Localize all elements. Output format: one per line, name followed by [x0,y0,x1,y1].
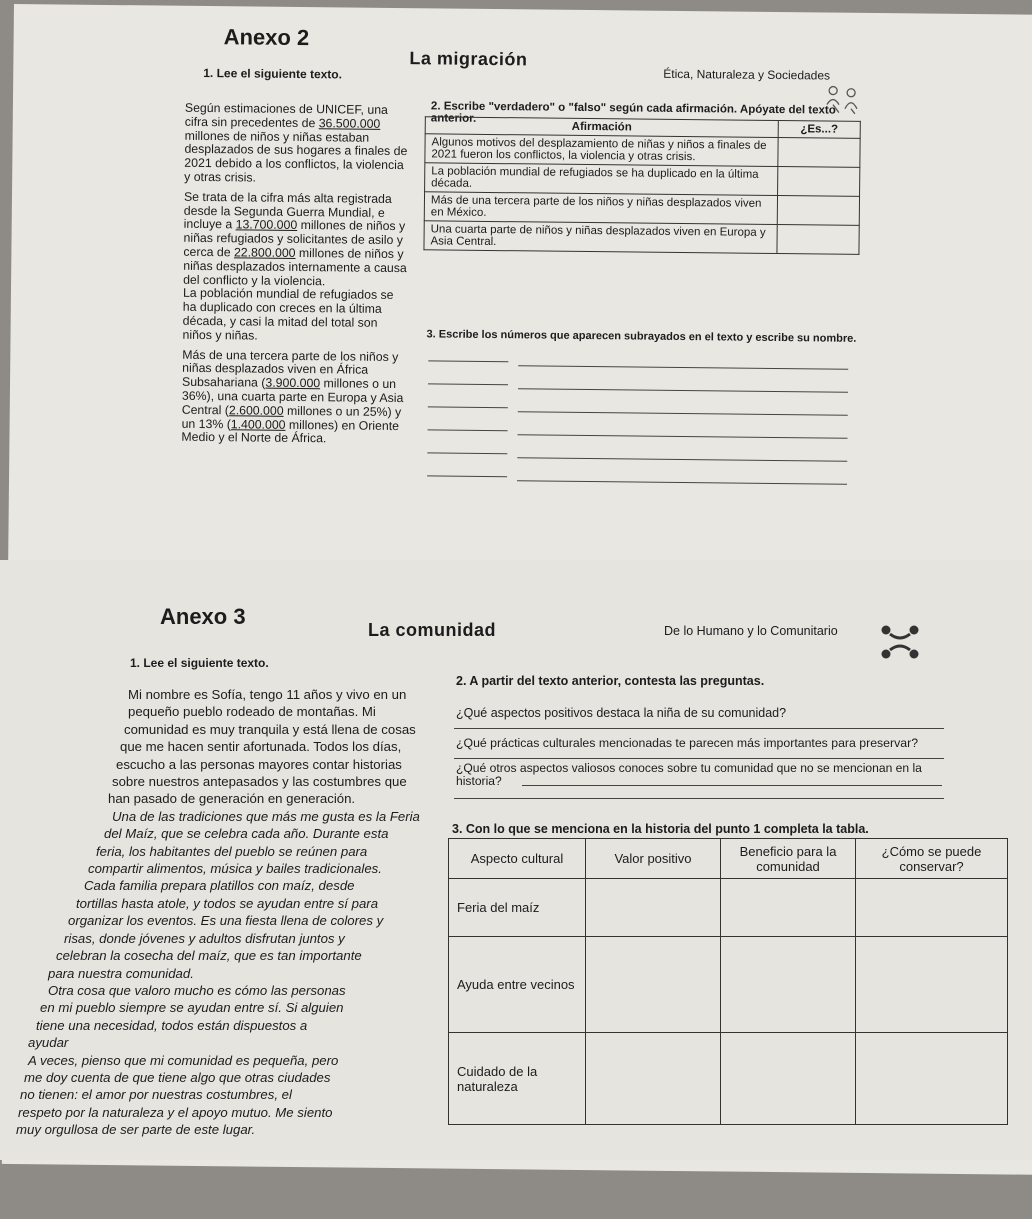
table-row [424,192,859,226]
annex2-q3-instruction: 3. Escribe los números que aparecen subrayados en el texto y escribe su nombre. [426,328,857,345]
culture-header: Aspecto cultural [449,839,586,879]
table-row [424,221,859,255]
text-line: y otras crisis. [184,169,257,185]
text-line: niñas refugiados y solicitantes de asilo y [183,230,404,248]
answer-line[interactable] [518,388,848,392]
annex3-topic: La comunidad [368,620,497,640]
annex2-subject: Ética, Naturaleza y Sociedades [663,66,831,83]
text-line: cerca de 22.800.000 millones de niños y [183,244,404,262]
underlined-number: 13.700.000 [235,217,298,233]
underlined-number: 22.800.000 [233,245,296,260]
text-line: 2021 debido a los conflictos, la violencia [184,155,404,173]
story-line: me doy cuenta de que tiene algo que otras ciudades [24,1069,331,1085]
text-line: cifra sin precedentes de 36.500.000 [184,114,381,131]
tf-statement: La población mundial de refugiados se ha duplicado en la última década. [425,163,778,196]
answer-line[interactable] [454,798,944,799]
culture-cell[interactable] [586,937,721,1033]
tf-answer-cell[interactable] [778,167,860,197]
story-line: han pasado de generación en generación. [108,791,356,807]
story-line: ayudar [28,1035,69,1051]
text-line: millones de niños y niñas estaban [184,128,370,145]
story-line: feria, los habitantes del pueblo se reúnen para [96,843,368,859]
annex2-text [181,102,425,448]
story-line: compartir alimentos, música y bailes tradicionales. [88,861,382,877]
text-line: ha duplicado con creces en la última [182,299,382,317]
underlined-number: 2.600.000 [228,403,284,418]
culture-cell[interactable] [721,879,856,937]
annex3-label: Anexo 3 [160,604,246,629]
annex3-subject: De lo Humano y lo Comunitario [664,624,838,638]
text-line: incluye a 13.700.000 millones de niños y [183,217,406,234]
tf-header-statement: Afirmación [425,117,778,138]
tf-statement: Más de una tercera parte de los niños y niñas desplazados viven en México. [424,192,777,225]
tf-header-answer: ¿Es...? [778,121,860,139]
answer-line[interactable] [518,365,848,369]
text-line: niñas desplazados internamente a causa [183,258,407,275]
culture-cell[interactable] [856,1033,1008,1125]
story-line: del Maíz, que se celebra cada año. Durante esta [104,826,389,842]
text-line: década, y casi la mitad del total son [182,313,378,330]
table-row [449,937,1008,1033]
text-line: Se trata de la cifra más alta registrada [183,189,392,206]
number-answer-lines [427,360,508,477]
story-line: comunidad es muy tranquila y está llena de cosas [124,721,416,737]
culture-cell[interactable] [856,937,1008,1033]
story-line: A veces, pienso que mi comunidad es pequeña, pero [28,1052,339,1068]
story-line: para nuestra comunidad. [48,965,194,981]
text-line: 36%), una cuarta parte en Europa y Asia [181,388,404,406]
story-line: que me hacen sentir afortunada. Todos los días, [120,739,402,755]
table-row [425,163,860,197]
answer-line[interactable] [428,360,508,362]
culture-header: ¿Cómo se puede conservar? [856,839,1008,879]
name-answer-lines [517,365,848,484]
story-line: tiene una necesidad, todos están dispuestos a [36,1017,308,1033]
underlined-number: 1.400.000 [230,416,286,432]
story-line: pequeño pueblo rodeado de montañas. Mi [128,704,376,720]
annex2-topic: La migración [409,48,528,70]
question-2: ¿Qué prácticas culturales mencionadas te parecen más importantes para preservar? [456,736,919,750]
answer-line[interactable] [427,475,507,477]
culture-header: Valor positivo [586,839,721,879]
table-row [425,134,860,168]
answer-line[interactable] [428,383,508,385]
story-line: tortillas hasta atole, y todos se ayudan entre sí para [76,895,379,911]
culture-cell[interactable] [586,1033,721,1125]
annex2-q2-instruction: 2. Escribe "verdadero" o "falso" según cada afirmación. Apóyate del texto anterior. [430,100,836,125]
annex3-q2-instruction: 2. A partir del texto anterior, contesta las preguntas. [456,674,765,688]
annex3-story [16,686,436,1139]
true-false-table [423,116,860,255]
answer-line[interactable] [517,480,847,484]
annex2-label: Anexo 2 [223,24,310,51]
text-line: desde la Segunda Guerra Mundial, e [183,203,385,220]
question-3: ¿Qué otros aspectos valiosos conoces sobre tu comunidad que no se mencionan en la historia? [456,761,922,788]
worksheet-page-lower [0,560,1032,1160]
story-line: en mi pueblo siempre se ayudan entre sí. Si alguien [40,1000,344,1016]
text-line: un 13% (1.400.000 millones) en Oriente [181,416,400,433]
culture-table [448,838,1008,1125]
text-line: Subsahariana (3.900.000 millones o un [181,374,397,392]
underlined-number: 36.500.000 [318,115,381,131]
tf-statement: Algunos motivos del desplazamiento de niñas y niños a finales de 2021 fueron los conflictos, la violencia y otras crisis. [425,134,778,167]
story-line: Otra cosa que valoro mucho es cómo las personas [48,982,346,998]
culture-cell[interactable] [856,879,1008,937]
answer-line[interactable] [454,758,944,759]
text-line: Según estimaciones de UNICEF, una [184,100,389,117]
text-line: Central (2.600.000 millones o un 25%) y [181,402,402,419]
culture-aspect: Cuidado de la naturaleza [449,1033,586,1125]
text-line: La población mundial de refugiados se [182,286,394,303]
underlined-number: 3.900.000 [265,375,321,391]
tf-statement: Una cuarta parte de niños y niñas desplazados viven en Europa y Asia Central. [424,221,777,254]
text-line: niñas desplazados viven en África [182,361,369,378]
answer-line[interactable] [454,728,944,729]
story-line: escucho a las personas mayores contar historias [116,756,402,772]
culture-aspect: Feria del maíz [449,879,586,937]
answer-line[interactable] [428,429,508,431]
culture-cell[interactable] [586,879,721,937]
text-line: Más de una tercera parte de los niños y [182,347,399,364]
tf-answer-cell[interactable] [777,196,859,226]
story-line: Mi nombre es Sofía, tengo 11 años y vivo en un [128,687,407,702]
story-line: celebran la cosecha del maíz, que es tan importante [56,948,362,964]
story-line: Una de las tradiciones que más me gusta es la Feria [112,808,420,824]
text-line: Medio y el Norte de África. [181,430,327,446]
text-line: del conflicto y la violencia. [183,272,326,288]
annex2-read-instruction: 1. Lee el siguiente texto. [203,65,343,82]
question-1: ¿Qué aspectos positivos destaca la niña de su comunidad? [456,706,787,720]
story-line: risas, donde jóvenes y adultos disfrutan juntos y [64,930,345,946]
story-line: respeto por la naturaleza y el apoyo mutuo. Me siento [18,1104,333,1120]
story-line: muy orgullosa de ser parte de este lugar. [16,1122,256,1138]
story-line: organizar los eventos. Es una fiesta llena de colores y [68,913,384,929]
text-line: desplazados de sus hogares a finales de [184,142,408,159]
culture-cell[interactable] [721,1033,856,1125]
culture-header: Beneficio para la comunidad [721,839,856,879]
text-line: niños y niñas. [182,327,258,343]
culture-aspect: Ayuda entre vecinos [449,937,586,1033]
story-line: Cada familia prepara platillos con maíz, desde [84,878,355,894]
tf-answer-cell[interactable] [778,138,860,168]
story-line: sobre nuestros antepasados y las costumbres que [112,774,407,790]
table-row [449,879,1008,937]
answer-line[interactable] [518,411,848,415]
table-row [449,1033,1008,1125]
answer-line[interactable] [517,457,847,461]
answer-line[interactable] [522,785,942,786]
people-circle-icon [876,622,924,662]
annex3-q3-instruction: 3. Con lo que se menciona en la historia del punto 1 completa la tabla. [452,822,869,836]
story-line: no tienen: el amor por nuestras costumbres, el [20,1087,292,1103]
answer-line[interactable] [427,452,507,454]
answer-line[interactable] [428,406,508,408]
tf-answer-cell[interactable] [777,225,859,255]
annex3-read-instruction: 1. Lee el siguiente texto. [130,656,269,670]
culture-cell[interactable] [721,937,856,1033]
answer-line[interactable] [518,434,848,438]
